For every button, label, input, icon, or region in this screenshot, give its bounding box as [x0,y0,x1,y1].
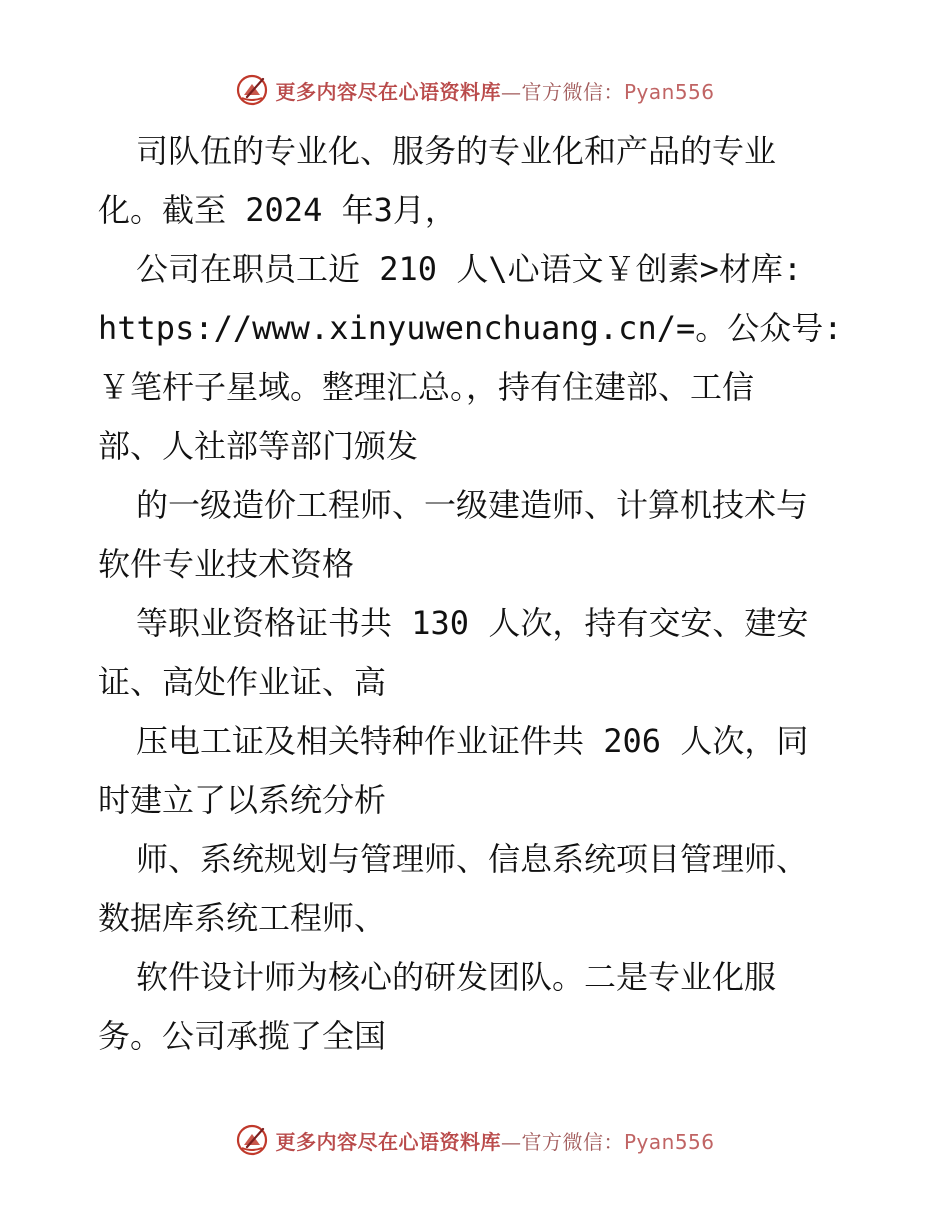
text-line: 师、系统规划与管理师、信息系统项目管理师、 [136,840,809,878]
text-line: https://www.xinyuwenchuang.cn/=。公众号: [98,309,843,347]
text-line: 司队伍的专业化、服务的专业化和产品的专业 [136,132,777,170]
text-line: 的一级造价工程师、一级建造师、计算机技术与 [136,486,809,524]
book-quill-logo-icon [235,73,269,107]
text-line: 部、人社部等部门颁发 [98,427,419,465]
footer-banner-text [275,1126,714,1155]
footer-banner-label: 官方微信： [521,1129,624,1154]
text-line: 软件专业技术资格 [98,545,355,583]
text-line: 证、高处作业证、高 [98,663,387,701]
header-wechat-id: Pyan556 [623,79,715,104]
header-banner-text [275,76,714,105]
book-quill-logo-icon [235,1123,269,1157]
text-line: ￥笔杆子星域。整理汇总。，持有住建部、工信 [98,368,755,406]
footer-banner-title: 更多内容尽在心语资料库 [275,1129,501,1154]
text-line: 务。公司承揽了全国 [98,1017,387,1055]
footer-wechat-id: Pyan556 [623,1129,715,1154]
text-line: 化。截至 2024 年3月， [98,191,457,229]
text-line: 公司在职员工近 210 人\心语文￥创素>材库: [136,250,803,288]
text-line: 软件设计师为核心的研发团队。二是专业化服 [136,958,777,996]
text-line: 压电工证及相关特种作业证件共 206 人次，同 [136,722,809,760]
text-line: 等职业资格证书共 130 人次，持有交安、建安 [136,604,809,642]
text-line: 时建立了以系统分析 [98,781,387,819]
header-banner [0,70,950,110]
header-banner-label: 官方微信： [521,79,624,104]
footer-banner-dash: — [500,1129,522,1154]
document-body [98,122,858,1066]
footer-banner [0,1120,950,1160]
header-banner-title: 更多内容尽在心语资料库 [275,79,501,104]
header-banner-dash: — [500,79,522,104]
text-line: 数据库系统工程师、 [98,899,387,937]
